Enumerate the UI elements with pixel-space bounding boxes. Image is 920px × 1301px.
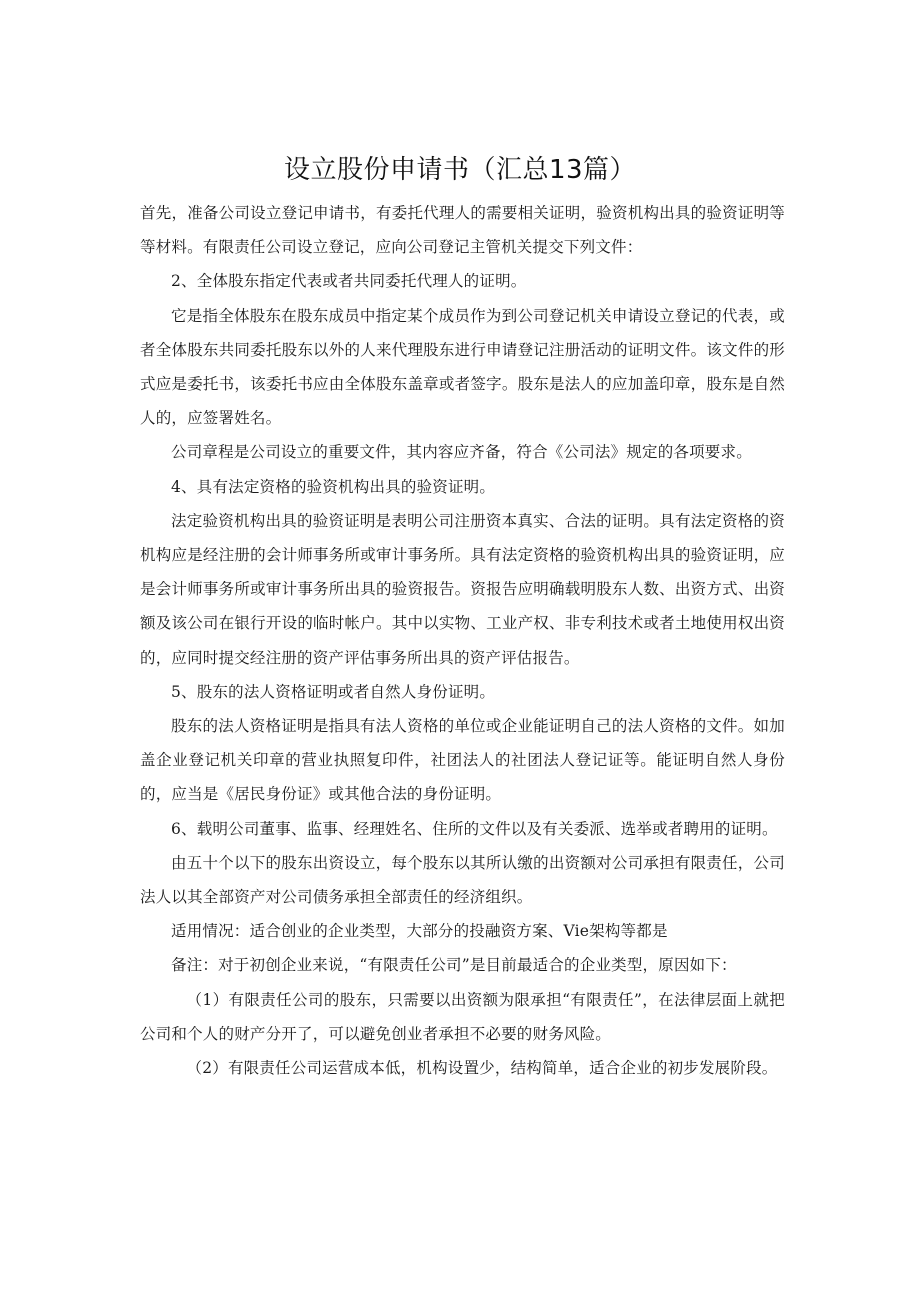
- paragraph-applicable: 适用情况：适合创业的企业类型，大部分的投融资方案、Vie架构等都是: [171, 922, 668, 941]
- paragraph-item-2-body: 它是指全体股东在股东成员中指定某个成员作为到公司登记机关申请设立登记的代表，或者全体股东共同委托股东以外的人来代理股东进行申请登记注册活动的证明文件。该文件的形式应是委托书，该委托书应由全体股东盖章或者签字。股东是法人的应加盖印章，股东是自然人的，应签署姓名。: [140, 306, 785, 428]
- paragraph-reason-2: （2）有限责任公司运营成本低，机构设置少，结构简单，适合企业的初步发展阶段。: [186, 1059, 778, 1078]
- paragraph-item-2-heading: 2、全体股东指定代表或者共同委托代理人的证明。: [171, 272, 527, 291]
- paragraph-item-5-heading: 5、股东的法人资格证明或者自然人身份证明。: [171, 682, 496, 701]
- document-title: 设立股份申请书（汇总13篇）: [283, 155, 637, 185]
- paragraph-llc-definition: 由五十个以下的股东出资设立，每个股东以其所认缴的出资额对公司承担有限责任，公司法人以其全部资产对公司债务承担全部责任的经济组织。: [140, 853, 785, 907]
- paragraph-remark: 备注：对于初创企业来说，“有限责任公司”是目前最适合的企业类型，原因如下：: [171, 956, 737, 975]
- paragraph-item-6-heading: 6、载明公司董事、监事、经理姓名、住所的文件以及有关委派、选举或者聘用的证明。: [171, 819, 778, 838]
- paragraph-item-4-heading: 4、具有法定资格的验资机构出具的验资证明。: [171, 477, 496, 496]
- paragraph-reason-1: （1）有限责任公司的股东，只需要以出资额为限承担“有限责任”，在法律层面上就把公司和个人的财产分开了，可以避免创业者承担不必要的财务风险。: [140, 990, 785, 1043]
- paragraph-item-5-body: 股东的法人资格证明是指具有法人资格的单位或企业能证明自己的法人资格的文件。如加盖企业登记机关印章的营业执照复印件，社团法人的社团法人登记证等。能证明自然人身份的，应当是《居民身份证》或其他合法的身份证明。: [140, 717, 785, 804]
- paragraph-intro: 首先，准备公司设立登记申请书，有委托代理人的需要相关证明，验资机构出具的验资证明等等材料。有限责任公司设立登记，应向公司登记主管机关提交下列文件：: [140, 204, 785, 257]
- paragraph-articles: 公司章程是公司设立的重要文件，其内容应齐备，符合《公司法》规定的各项要求。: [171, 443, 752, 462]
- paragraph-item-4-body: 法定验资机构出具的验资证明是表明公司注册资本真实、合法的证明。具有法定资格的资机构应是经注册的会计师事务所或审计事务所。具有法定资格的验资机构出具的验资证明，应是会计师事务所或审计事务所出具的验资报告。资报告应明确载明股东人数、出资方式、出资额及该公司在银行开设的临时帐户。其中以实物、工业产权、非专利技术或者土地使用权出资的，应同时提交经注册的资产评估事务所出具的资产评估报告。: [140, 511, 785, 667]
- document-body: [140, 196, 785, 1085]
